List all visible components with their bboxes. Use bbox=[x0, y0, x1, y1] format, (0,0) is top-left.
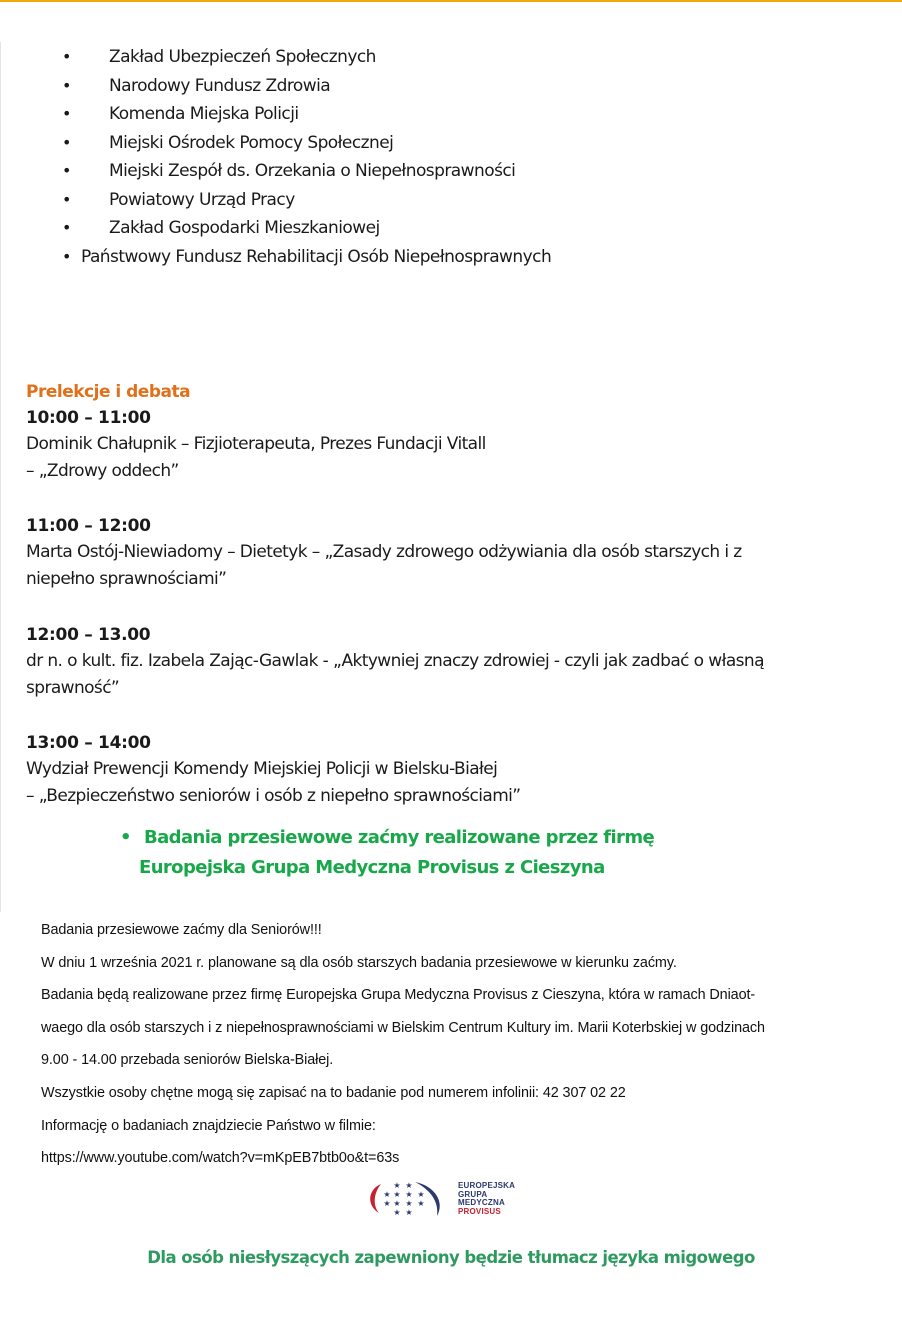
svg-text:★: ★ bbox=[383, 1199, 391, 1208]
bullet-icon: • bbox=[62, 104, 72, 123]
bullet-icon: • bbox=[62, 75, 72, 95]
info-line: 9.00 - 14.00 przebada seniorów Bielska-Białej. bbox=[41, 1052, 334, 1069]
session-time: 10:00 – 11:00 bbox=[26, 408, 151, 428]
session-block bbox=[26, 622, 886, 702]
session-desc-line: dr n. o kult. fiz. Izabela Zając-Gawlak - „Aktywniej znaczy zdrowiej - czyli jak zadbać o własną bbox=[26, 651, 764, 671]
provisus-emblem-icon bbox=[365, 1176, 451, 1220]
svg-text:★: ★ bbox=[405, 1208, 413, 1217]
list-item-text: Powiatowy Urząd Pracy bbox=[109, 189, 295, 210]
list-item-text: Narodowy Fundusz Zdrowia bbox=[109, 75, 331, 96]
session-desc-line: niepełno sprawnościami” bbox=[26, 569, 227, 589]
session-desc-line: Wydział Prewencji Komendy Miejskiej Policji w Bielsku-Białej bbox=[26, 759, 498, 779]
bullet-icon: • bbox=[62, 189, 72, 209]
info-line: Badania przesiewowe zaćmy dla Seniorów!!! bbox=[41, 922, 322, 938]
info-line: Informację o badaniach znajdziecie Państwo w filmie: bbox=[41, 1117, 376, 1134]
svg-text:★: ★ bbox=[393, 1181, 401, 1190]
session-block bbox=[26, 405, 886, 485]
list-item-text: Miejski Ośrodek Pomocy Społecznej bbox=[109, 132, 394, 153]
list-item-text: Komenda Miejska Policji bbox=[109, 104, 299, 124]
svg-text:★: ★ bbox=[417, 1190, 425, 1199]
logo-text-line: GRUPA bbox=[458, 1189, 488, 1199]
session-time: 12:00 – 13.00 bbox=[26, 625, 151, 645]
list-item-text: Zakład Gospodarki Mieszkaniowej bbox=[109, 218, 380, 238]
session-time: 11:00 – 12:00 bbox=[26, 516, 151, 536]
bullet-icon: • bbox=[62, 161, 72, 180]
svg-text:★: ★ bbox=[417, 1199, 425, 1208]
session-desc-line: – „Zdrowy oddech” bbox=[26, 461, 179, 481]
session-desc-line: sprawność” bbox=[26, 678, 120, 698]
provisus-logo bbox=[365, 1176, 545, 1220]
list-item-text: Zakład Ubezpieczeń Społecznych bbox=[109, 47, 376, 67]
session-desc-line: Dominik Chałupnik – Fizjioterapeuta, Prezes Fundacji Vitall bbox=[26, 434, 486, 454]
info-line: Badania będą realizowane przez firmę Europejska Grupa Medyczna Provisus z Cieszyna, która w ramach Dniaot- bbox=[41, 987, 756, 1004]
session-desc-line: – „Bezpieczeństwo seniorów i osób z niepełno sprawnościami” bbox=[26, 786, 521, 806]
bullet-icon: • bbox=[62, 246, 72, 266]
bullet-icon: • bbox=[120, 827, 131, 848]
svg-text:★: ★ bbox=[393, 1208, 401, 1217]
svg-text:★: ★ bbox=[383, 1190, 391, 1199]
section-title-lectures: Prelekcje i debata bbox=[26, 382, 191, 402]
left-border-rule bbox=[0, 42, 1, 912]
video-link[interactable]: https://www.youtube.com/watch?v=mKpEB7btb0o&t=63s bbox=[41, 1150, 400, 1167]
list-item-text: Miejski Zespół ds. Orzekania o Niepełnosprawności bbox=[109, 161, 516, 181]
bullet-icon: • bbox=[62, 132, 72, 152]
session-block bbox=[26, 513, 886, 593]
info-line: waego dla osób starszych i z niepełnosprawnościami w Bielskim Centrum Kultury im. Marii Koterbskiej w godzinach bbox=[41, 1019, 765, 1036]
info-line: Wszystkie osoby chętne mogą się zapisać na to badanie pod numerem infolinii: 42 307 02 22 bbox=[41, 1084, 626, 1101]
svg-text:★: ★ bbox=[393, 1190, 401, 1199]
session-desc-line: Marta Ostój-Niewiadomy – Dietetyk – „Zasady zdrowego odżywiania dla osób starszych i z bbox=[26, 542, 742, 562]
screening-info bbox=[41, 914, 765, 1175]
screening-heading-line: Europejska Grupa Medyczna Provisus z Cieszyna bbox=[139, 857, 605, 878]
screening-heading-line: Badania przesiewowe zaćmy realizowane przez firmę bbox=[144, 827, 655, 848]
sign-language-note: Dla osób niesłyszących zapewniony będzie tłumacz języka migowego bbox=[147, 1248, 755, 1267]
logo-text-line: MEDYCZNA bbox=[458, 1198, 505, 1207]
logo-text-line: EUROPEJSKA bbox=[458, 1181, 516, 1190]
list-item-text: Państwowy Fundusz Rehabilitacji Osób Niepełnosprawnych bbox=[81, 246, 552, 267]
svg-text:★: ★ bbox=[405, 1181, 413, 1190]
logo-text-line: PROVISUS bbox=[458, 1206, 501, 1216]
bullet-icon: • bbox=[62, 218, 72, 237]
top-accent-bar bbox=[0, 0, 902, 2]
svg-text:★: ★ bbox=[405, 1199, 413, 1208]
logo-wordmark bbox=[458, 1182, 515, 1216]
info-line: W dniu 1 września 2021 r. planowane są dla osób starszych badania przesiewowe w kierunku zaćmy. bbox=[41, 954, 677, 971]
session-time: 13:00 – 14:00 bbox=[26, 733, 151, 753]
session-block bbox=[26, 730, 886, 810]
svg-text:★: ★ bbox=[393, 1199, 401, 1208]
bullet-icon: • bbox=[62, 47, 72, 66]
svg-text:★: ★ bbox=[405, 1190, 413, 1199]
